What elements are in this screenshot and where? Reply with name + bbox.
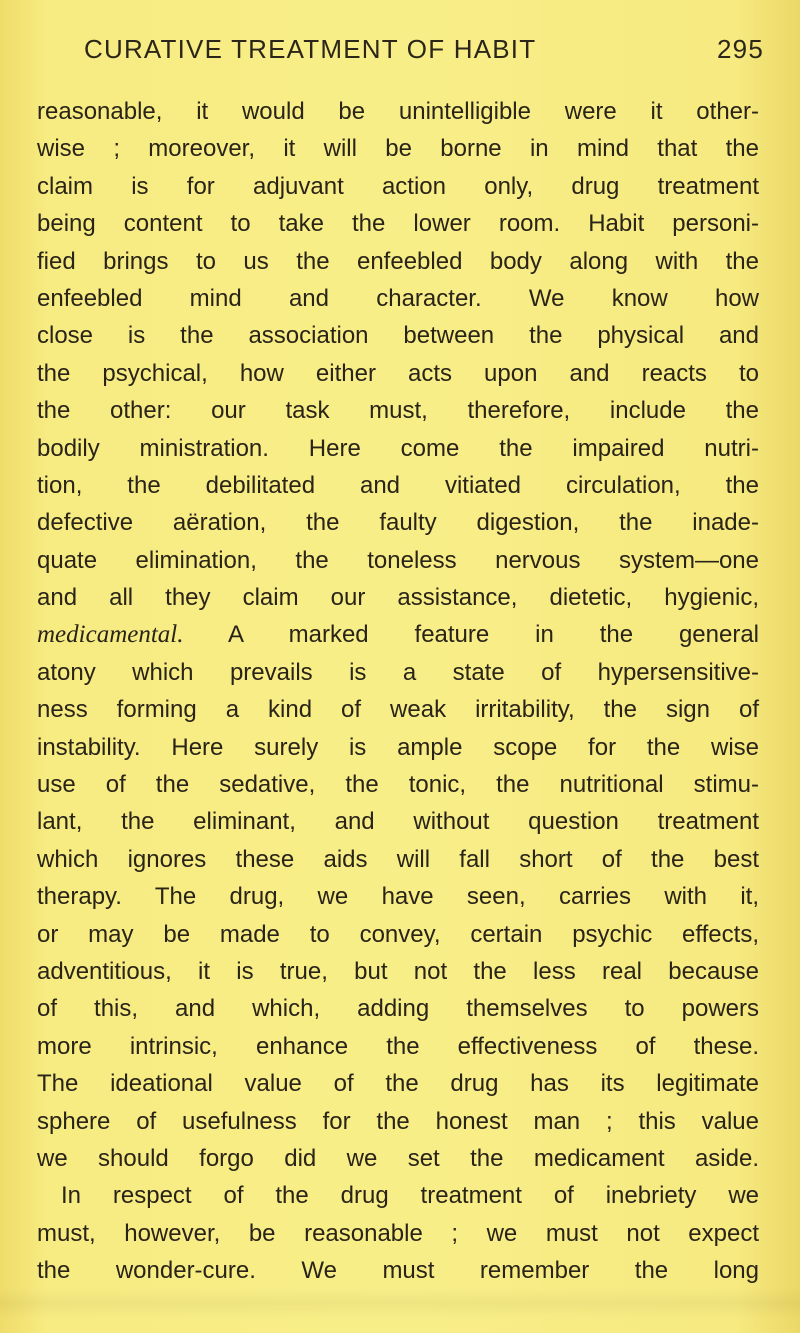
text-line-tail: A marked feature in the general xyxy=(228,621,760,649)
text-line: being content to take the lower room. Habit personi- xyxy=(37,210,759,238)
text-line: adventitious, it is true, but not the less real because xyxy=(37,957,759,985)
text-line: enfeebled mind and character. We know how xyxy=(37,284,759,312)
text-line: more intrinsic, enhance the effectiveness of these. xyxy=(37,1032,759,1060)
running-title: CURATIVE TREATMENT OF HABIT xyxy=(84,34,537,64)
text-line: and all they claim our assistance, dietetic, hygienic, xyxy=(37,584,759,612)
text-line: wise ; moreover, it will be borne in mind that the xyxy=(37,135,759,163)
text-line: the other: our task must, therefore, include the xyxy=(37,397,759,425)
text-line: of this, and which, adding themselves to powers xyxy=(37,995,759,1023)
text-line: ness forming a kind of weak irritability, the sign of xyxy=(37,696,759,724)
text-line-with-italic xyxy=(37,616,759,653)
text-line: must, however, be reasonable ; we must not expect xyxy=(37,1219,759,1247)
text-line: which ignores these aids will fall short of the best xyxy=(37,845,759,873)
text-line: defective aëration, the faulty digestion, the inade- xyxy=(37,509,759,537)
text-line: claim is for adjuvant action only, drug treatment xyxy=(37,172,759,200)
text-line: therapy. The drug, we have seen, carries with it, xyxy=(37,883,759,911)
paragraph-start-line: In respect of the drug treatment of inebriety we xyxy=(61,1182,759,1210)
text-line: fied brings to us the enfeebled body along with the xyxy=(37,247,759,275)
page-number: 295 xyxy=(717,34,764,64)
text-line: instability. Here surely is ample scope for the wise xyxy=(37,733,759,761)
body-text xyxy=(37,93,759,1290)
text-line: The ideational value of the drug has its legitimate xyxy=(37,1070,759,1098)
text-line: the wonder-cure. We must remember the long xyxy=(37,1257,759,1285)
text-line: atony which prevails is a state of hypersensitive- xyxy=(37,658,759,686)
text-line: close is the association between the physical and xyxy=(37,322,759,350)
text-line: quate elimination, the toneless nervous system—one xyxy=(37,546,759,574)
italic-phrase: medicamental. xyxy=(37,621,184,649)
text-line: bodily ministration. Here come the impaired nutri- xyxy=(37,434,759,462)
text-line: tion, the debilitated and vitiated circulation, the xyxy=(37,471,759,499)
text-line: use of the sedative, the tonic, the nutritional stimu- xyxy=(37,771,759,799)
text-line: we should forgo did we set the medicament aside. xyxy=(37,1144,759,1172)
running-head xyxy=(84,34,764,74)
text-line: or may be made to convey, certain psychic effects, xyxy=(37,920,759,948)
text-line: sphere of usefulness for the honest man ; this value xyxy=(37,1107,759,1135)
text-line: reasonable, it would be unintelligible were it other- xyxy=(37,98,759,125)
text-line: the psychical, how either acts upon and reacts to xyxy=(37,359,759,387)
text-line: lant, the eliminant, and without question treatment xyxy=(37,808,759,836)
page-edge-shadow xyxy=(0,1288,800,1318)
